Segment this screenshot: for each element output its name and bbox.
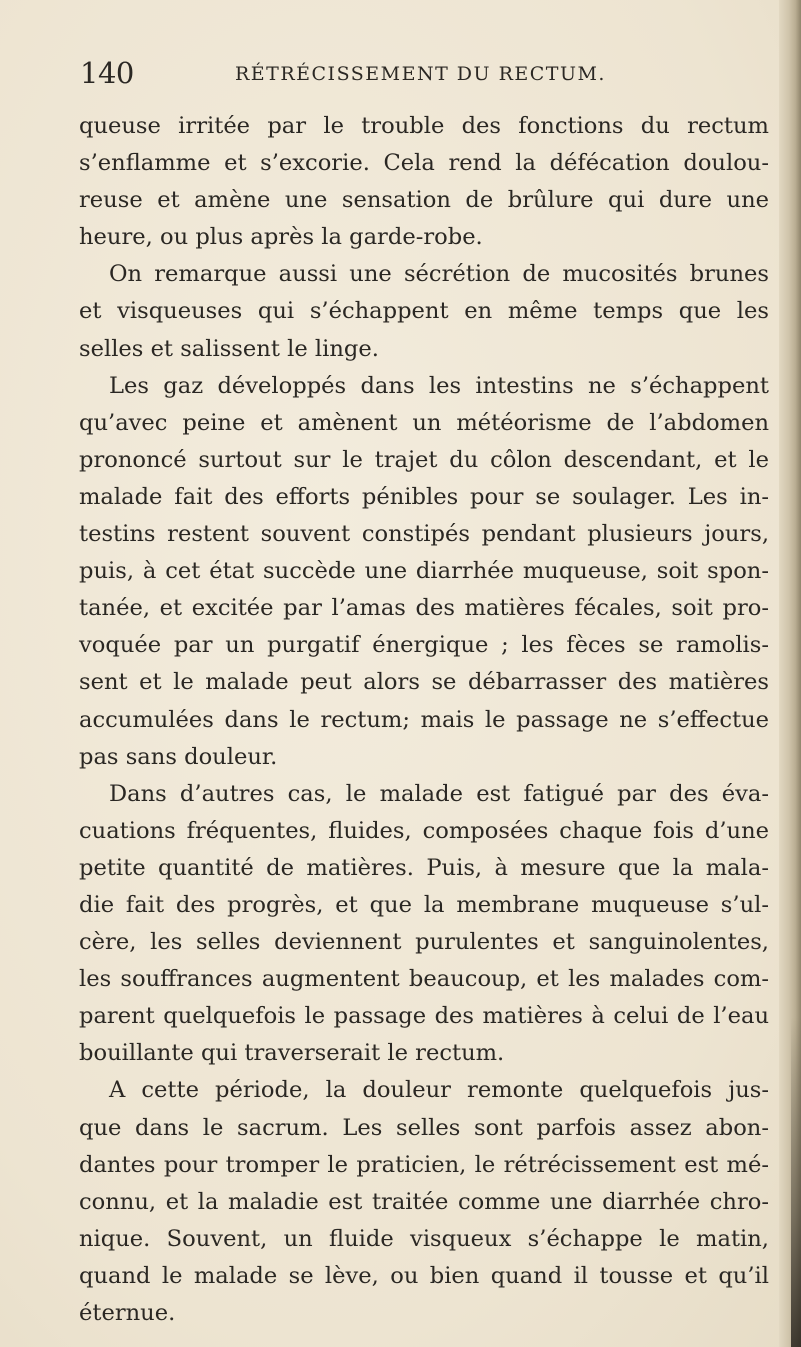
text-line: testins restent souvent constipés pendant plusieurs jours, (79, 521, 769, 548)
text-line: nique. Souvent, un fluide visqueux s’échappe le matin, (79, 1225, 769, 1252)
page-header (80, 56, 770, 96)
body-text (79, 108, 769, 1332)
text-line: petite quantité de matières. Puis, à mesure que la mala- (79, 854, 769, 881)
text-line: connu, et la maladie est traitée comme une diarrhée chro- (79, 1188, 769, 1215)
text-line: cère, les selles deviennent purulentes et sanguinolentes, (79, 929, 769, 956)
running-title: RÉTRÉCISSEMENT DU RECTUM. (235, 63, 606, 85)
text-line: quand le malade se lève, ou bien quand il tousse et qu’il (79, 1262, 769, 1289)
text-line: tanée, et excitée par l’amas des matières fécales, soit pro- (79, 595, 769, 622)
text-line: Les gaz développés dans les intestins ne s’échappent (109, 372, 769, 399)
text-line: Dans d’autres cas, le malade est fatigué par des éva- (109, 780, 769, 807)
text-line: parent quelquefois le passage des matières à celui de l’eau (79, 1003, 769, 1030)
text-line: et visqueuses qui s’échappent en même temps que les (79, 298, 769, 325)
text-line: dantes pour tromper le praticien, le rétrécissement est mé- (79, 1151, 769, 1178)
text-line: s’enflamme et s’excorie. Cela rend la défécation doulou- (79, 150, 769, 177)
text-line: On remarque aussi une sécrétion de mucosités brunes (109, 261, 769, 288)
text-line: heure, ou plus après la garde-robe. (79, 224, 483, 251)
text-line: les souffrances augmentent beaucoup, et les malades com- (79, 966, 769, 993)
text-line: que dans le sacrum. Les selles sont parfois assez abon- (79, 1114, 769, 1141)
text-line: A cette période, la douleur remonte quelquefois jus- (109, 1077, 769, 1104)
page-number: 140 (80, 56, 134, 90)
text-line: cuations fréquentes, fluides, composées chaque fois d’une (79, 817, 769, 844)
text-line: accumulées dans le rectum; mais le passage ne s’effectue (79, 706, 769, 733)
text-line: voquée par un purgatif énergique ; les fèces se ramolis- (79, 632, 769, 659)
text-line: reuse et amène une sensation de brûlure qui dure une (79, 187, 769, 214)
text-line: éternue. (79, 1300, 176, 1326)
text-line: malade fait des efforts pénibles pour se soulager. Les in- (79, 483, 769, 510)
text-line: puis, à cet état succède une diarrhée muqueuse, soit spon- (79, 558, 769, 585)
page-edge-dark-corner (791, 1017, 801, 1347)
text-line: pas sans douleur. (79, 743, 278, 770)
text-line: selles et salissent le linge. (79, 335, 379, 362)
text-line: qu’avec peine et amènent un météorisme de l’abdomen (79, 409, 769, 436)
text-line: sent et le malade peut alors se débarrasser des matières (79, 669, 769, 696)
text-line: die fait des progrès, et que la membrane muqueuse s’ul- (79, 891, 769, 918)
text-line: prononcé surtout sur le trajet du côlon descendant, et le (79, 446, 769, 473)
text-line: bouillante qui traverserait le rectum. (79, 1040, 505, 1067)
text-line: queuse irritée par le trouble des fonctions du rectum (79, 113, 769, 139)
